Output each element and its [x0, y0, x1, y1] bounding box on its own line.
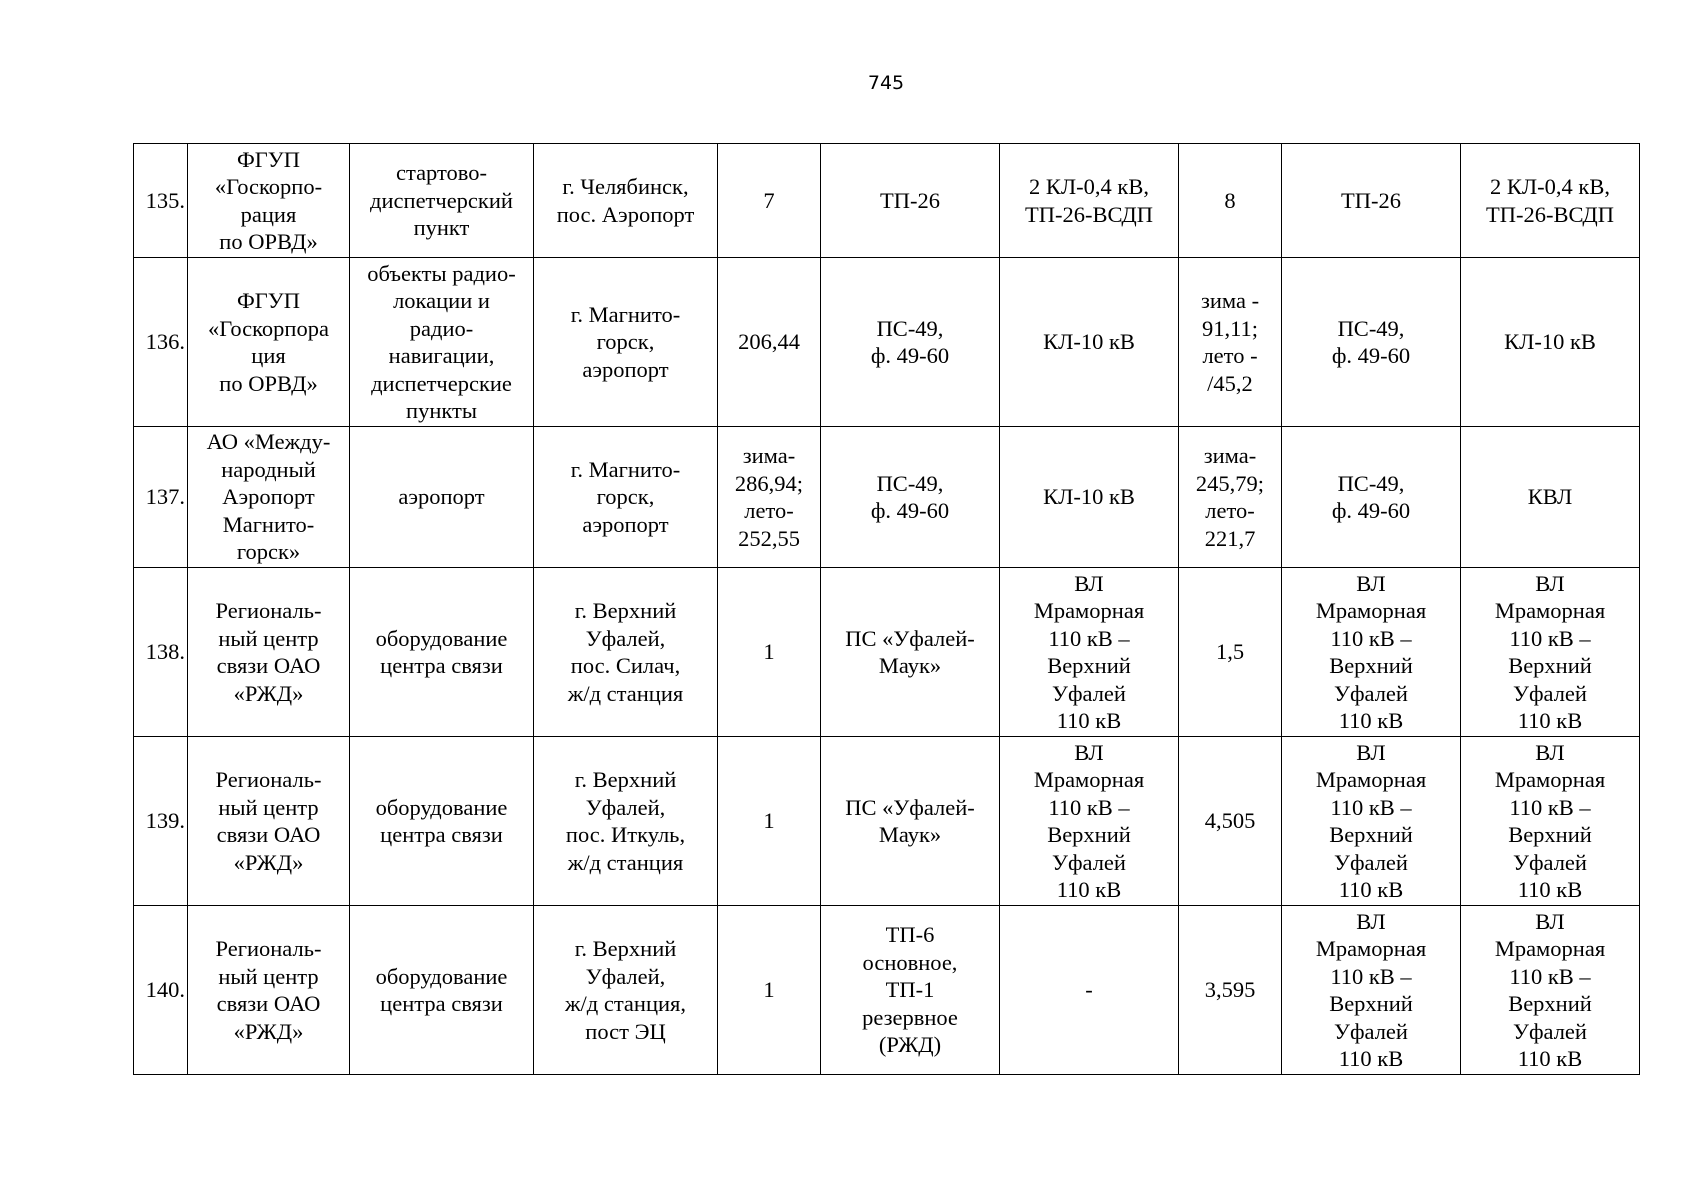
object-cell: аэропорт — [350, 427, 534, 568]
source-cell: ТП-26 — [821, 144, 1000, 258]
object-cell: объекты радио- локации и радио- навигации, диспетчерские пункты — [350, 258, 534, 427]
source-cell: ВЛ Мраморная 110 кВ – Верхний Уфалей 110 кВ — [1282, 906, 1461, 1075]
organization-cell: Региональ- ный центр связи ОАО «РЖД» — [188, 737, 350, 906]
location-cell: г. Верхний Уфалей, пос. Иткуль, ж/д станция — [534, 737, 718, 906]
source-cell: ТП-26 — [1282, 144, 1461, 258]
row-number: 138. — [134, 568, 188, 737]
line-cell: ВЛ Мраморная 110 кВ – Верхний Уфалей 110 кВ — [1000, 568, 1179, 737]
source-cell: ТП-6 основное, ТП-1 резервное (РЖД) — [821, 906, 1000, 1075]
power-cell: 7 — [718, 144, 821, 258]
organization-cell: ФГУП «Госкорпо- рация по ОРВД» — [188, 144, 350, 258]
power-supply-table — [133, 143, 1640, 1075]
organization-cell: Региональ- ный центр связи ОАО «РЖД» — [188, 568, 350, 737]
object-cell: оборудование центра связи — [350, 737, 534, 906]
power-cell: 1 — [718, 568, 821, 737]
power-cell: зима- 245,79; лето- 221,7 — [1179, 427, 1282, 568]
line-cell: - — [1000, 906, 1179, 1075]
object-cell: стартово- диспетчерский пункт — [350, 144, 534, 258]
table-row — [134, 258, 1640, 427]
row-number: 140. — [134, 906, 188, 1075]
line-cell: КЛ-10 кВ — [1000, 258, 1179, 427]
row-number: 135. — [134, 144, 188, 258]
row-number: 137. — [134, 427, 188, 568]
source-cell: ПС «Уфалей- Маук» — [821, 737, 1000, 906]
location-cell: г. Магнито- горск, аэропорт — [534, 427, 718, 568]
location-cell: г. Верхний Уфалей, ж/д станция, пост ЭЦ — [534, 906, 718, 1075]
object-cell: оборудование центра связи — [350, 906, 534, 1075]
power-cell: зима- 286,94; лето- 252,55 — [718, 427, 821, 568]
row-number: 136. — [134, 258, 188, 427]
line-cell: КЛ-10 кВ — [1000, 427, 1179, 568]
table-row — [134, 906, 1640, 1075]
source-cell: ВЛ Мраморная 110 кВ – Верхний Уфалей 110 кВ — [1282, 568, 1461, 737]
line-cell: ВЛ Мраморная 110 кВ – Верхний Уфалей 110 кВ — [1461, 906, 1640, 1075]
location-cell: г. Магнито- горск, аэропорт — [534, 258, 718, 427]
power-cell: 206,44 — [718, 258, 821, 427]
power-cell: 3,595 — [1179, 906, 1282, 1075]
table-row — [134, 427, 1640, 568]
source-cell: ПС «Уфалей- Маук» — [821, 568, 1000, 737]
organization-cell: АО «Между- народный Аэропорт Магнито- горск» — [188, 427, 350, 568]
source-cell: ПС-49, ф. 49-60 — [1282, 258, 1461, 427]
power-cell: 8 — [1179, 144, 1282, 258]
source-cell: ПС-49, ф. 49-60 — [1282, 427, 1461, 568]
line-cell: КЛ-10 кВ — [1461, 258, 1640, 427]
line-cell: ВЛ Мраморная 110 кВ – Верхний Уфалей 110 кВ — [1461, 568, 1640, 737]
location-cell: г. Челябинск, пос. Аэропорт — [534, 144, 718, 258]
power-cell: 4,505 — [1179, 737, 1282, 906]
table-row — [134, 737, 1640, 906]
line-cell: 2 КЛ-0,4 кВ, ТП-26-ВСДП — [1000, 144, 1179, 258]
line-cell: КВЛ — [1461, 427, 1640, 568]
table-row — [134, 568, 1640, 737]
source-cell: ПС-49, ф. 49-60 — [821, 427, 1000, 568]
line-cell: ВЛ Мраморная 110 кВ – Верхний Уфалей 110 кВ — [1000, 737, 1179, 906]
source-cell: ПС-49, ф. 49-60 — [821, 258, 1000, 427]
line-cell: 2 КЛ-0,4 кВ, ТП-26-ВСДП — [1461, 144, 1640, 258]
organization-cell: Региональ- ный центр связи ОАО «РЖД» — [188, 906, 350, 1075]
line-cell: ВЛ Мраморная 110 кВ – Верхний Уфалей 110 кВ — [1461, 737, 1640, 906]
table-row — [134, 144, 1640, 258]
power-cell: 1 — [718, 906, 821, 1075]
source-cell: ВЛ Мраморная 110 кВ – Верхний Уфалей 110 кВ — [1282, 737, 1461, 906]
power-cell: зима - 91,11; лето - /45,2 — [1179, 258, 1282, 427]
row-number: 139. — [134, 737, 188, 906]
page-number: 745 — [867, 72, 905, 94]
object-cell: оборудование центра связи — [350, 568, 534, 737]
location-cell: г. Верхний Уфалей, пос. Силач, ж/д станция — [534, 568, 718, 737]
power-cell: 1 — [718, 737, 821, 906]
organization-cell: ФГУП «Госкорпора ция по ОРВД» — [188, 258, 350, 427]
power-cell: 1,5 — [1179, 568, 1282, 737]
